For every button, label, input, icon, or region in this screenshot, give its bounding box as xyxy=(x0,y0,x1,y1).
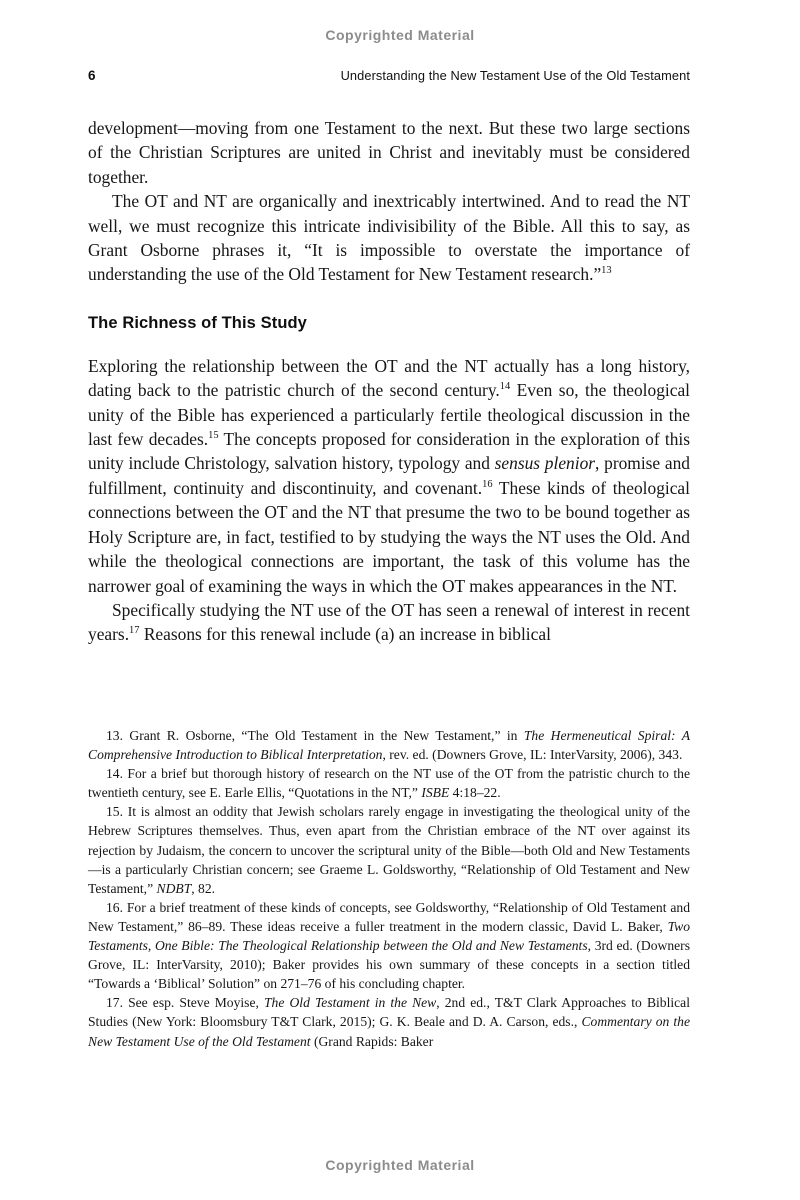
text-run: Exploring the relationship between the OT and the NT actually has a long history, dating back to the patristic church of the second century. xyxy=(88,355,690,401)
text-run: The concepts proposed for consideration in the exploration of this unity include Christology, salvation history, typology and xyxy=(88,429,690,474)
copyright-notice-top: Copyrighted Material xyxy=(325,27,475,43)
text-run: ISBE xyxy=(421,785,450,801)
text-run: development—moving from one Testament to the next. But these two large sections of the Christian Scriptures are united in Christ and inevitably must be considered together. xyxy=(88,118,690,187)
footnote-reference: 17 xyxy=(129,625,140,637)
text-run: (Grand Rapids: Baker xyxy=(310,1033,434,1049)
text-run: 17. See esp. Steve Moyise, xyxy=(106,995,264,1011)
section-heading: The Richness of This Study xyxy=(88,313,307,332)
body-text-block xyxy=(88,116,690,647)
footnote-13 xyxy=(88,726,690,764)
text-run: sensus plenior xyxy=(494,453,596,474)
running-head: Understanding the New Testament Use of the Old Testament xyxy=(340,68,690,83)
text-run: 13. Grant R. Osborne, “The Old Testament in the New Testament,” in xyxy=(106,728,524,743)
text-run: 15. It is almost an oddity that Jewish scholars rarely engage in investigating the theological unity of the Hebrew Scriptures themselves. Thus, even apart from the Christian embrace of the NT over against its rejection by Judaism, the concern to uncover the scriptural unity of the Bible—both Old and New Testaments—is a particularly Christian concern; see Graeme L. Goldsworthy, “Relationship of Old Testament and New Testament,” xyxy=(88,804,690,896)
text-run: , 3rd ed. (Downers Grove, IL: InterVarsity, 2010); Baker provides his own summary of these concepts in a section titled “Towards a ‘Biblical’ Solution” on 271–76 of his concluding chapter. xyxy=(88,938,690,992)
footnotes-block xyxy=(88,726,690,1051)
page-header xyxy=(88,68,690,83)
text-run: Specifically studying the NT use of the OT has seen a renewal of interest in recent years. xyxy=(88,599,690,645)
text-run: The OT and NT are organically and inextricably intertwined. And to read the NT well, we must recognize this intricate indivisibility of the Bible. All this to say, as Grant Osborne phrases it, “It is impossible to overstate the importance of understanding the use of the Old Testament for New Testament research.” xyxy=(88,191,690,285)
text-run: 16. For a brief treatment of these kinds of concepts, see Goldsworthy, “Relationship of Old Testament and New Testament,” 86–89. These ideas receive a fuller treatment in the modern classic, David L. Baker, xyxy=(88,899,690,934)
text-run: These kinds of theological connections between the OT and the NT that presume the two to be bound together as Holy Scripture are, in fact, testified to by studying the ways the NT uses the Old. And while the theological connections are important, the task of this volume has the narrower goal of examining the ways in which the OT makes appearances in the NT. xyxy=(88,477,690,596)
paragraph-renewal-of-interest xyxy=(88,598,690,647)
text-run: , 2nd ed., T&T Clark Approaches to Biblical Studies (New York: Bloomsbury T&T Clark, 2015); G. K. Beale and D. A. Carson, eds., xyxy=(88,995,690,1030)
footnote-15 xyxy=(88,802,690,897)
text-run: The Old Testament in the New xyxy=(264,995,437,1011)
footnote-reference: 16 xyxy=(482,479,493,491)
footnote-reference: 13 xyxy=(601,265,612,277)
footnote-14 xyxy=(88,764,690,802)
text-run: Reasons for this renewal include (a) an increase in biblical xyxy=(139,624,551,645)
paragraph-exploring-relationship xyxy=(88,354,690,598)
footnote-16 xyxy=(88,898,690,993)
text-run: The Hermeneutical Spiral: A Comprehensive Introduction to Biblical Interpretation xyxy=(88,728,691,763)
text-run: , promise and fulfillment, continuity and discontinuity, and covenant. xyxy=(88,453,690,498)
text-run: 14. For a brief but thorough history of research on the NT use of the OT from the patristic church to the twentieth century, see E. Earle Ellis, “Quotations in the NT,” xyxy=(88,766,690,801)
text-run: , rev. ed. (Downers Grove, IL: InterVarsity, 2006), 343. xyxy=(382,747,683,763)
footnote-17 xyxy=(88,993,690,1050)
paragraph-development xyxy=(88,116,690,189)
text-run: Even so, the theological unity of the Bible has experienced a particularly fertile theological discussion in the last few decades. xyxy=(88,380,690,450)
footnote-reference: 15 xyxy=(208,430,219,442)
text-run: 4:18–22. xyxy=(449,785,501,801)
footnote-reference: 14 xyxy=(499,381,511,393)
copyright-notice-bottom: Copyrighted Material xyxy=(325,1157,475,1173)
page-number: 6 xyxy=(88,68,96,83)
text-run: NDBT xyxy=(156,880,192,896)
text-run: , 82. xyxy=(191,880,216,896)
text-run: Two Testaments, One Bible: The Theological Relationship between the Old and New Testaments xyxy=(88,918,690,954)
paragraph-ot-nt-intertwined xyxy=(88,189,690,287)
text-run: Commentary on the New Testament Use of the Old Testament xyxy=(88,1014,690,1049)
